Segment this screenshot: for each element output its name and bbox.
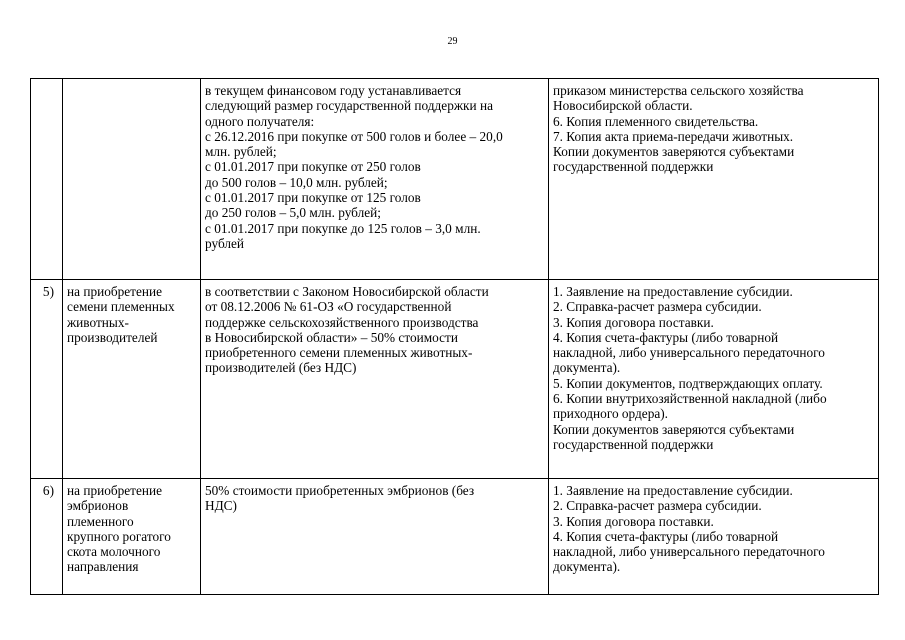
text-line: 2. Справка-расчет размера субсидии. [553,299,762,315]
text-line: крупного рогатого [67,528,171,544]
text-line: 1. Заявление на предоставление субсидии. [553,284,793,299]
text-line: на приобретение [67,284,163,299]
text-line: семени племенных [67,299,175,315]
text-line: одного получателя: [205,113,315,129]
text-line: производителей [67,329,158,345]
text-line: 4. Копия счета-фактуры (либо товарной [553,329,779,345]
text-line: государственной поддержки [553,159,714,175]
text-line: накладной, либо универсального передаточного [553,544,825,560]
row-documents-cell [549,280,879,479]
text-line: с 01.01.2017 при покупке от 250 голов [205,159,421,175]
text-line: скота молочного [67,544,161,560]
text-line: 4. Копия счета-фактуры (либо товарной [553,528,779,544]
text-line: 3. Копия договора поставки. [553,513,714,529]
text-line: 7. Копия акта приема-передачи животных. [553,128,794,144]
text-line: млн. рублей; [205,144,277,160]
text-line: поддержке сельскохозяйственного производства [205,314,479,330]
row-name-cell [63,479,201,595]
text-line: приходного ордера). [553,406,669,422]
text-line: 1. Заявление на предоставление субсидии. [553,483,793,498]
row-conditions-cell [201,280,549,479]
text-line: 2. Справка-расчет размера субсидии. [553,498,762,514]
row-conditions-cell [201,479,549,595]
text-line: НДС) [205,498,237,514]
text-line: документа). [553,559,621,575]
text-line: 50% стоимости приобретенных эмбрионов (без [205,483,475,498]
text-line: 3. Копия договора поставки. [553,314,714,330]
text-line: в Новосибирской области» – 50% стоимости [205,329,458,345]
page-number: 29 [447,36,458,47]
text-line: 6. Копия племенного свидетельства. [553,113,759,129]
text-line: до 250 голов – 5,0 млн. рублей; [205,205,381,221]
text-line: от 08.12.2006 № 61-ОЗ «О государственной [205,299,452,315]
table-row [31,280,879,479]
text-line: Новосибирской области. [553,98,693,114]
row-conditions-cell [201,79,549,280]
text-line: эмбрионов [67,498,129,514]
text-line: племенного [67,513,134,529]
text-line: в соответствии с Законом Новосибирской области [205,284,489,299]
text-line: с 01.01.2017 при покупке до 125 голов – 3,0 млн. [205,220,481,236]
text-line: направления [67,559,139,575]
text-line: Копии документов заверяются субъектами [553,144,795,160]
text-line: на приобретение [67,483,163,498]
text-line: с 01.01.2017 при покупке от 125 голов [205,190,421,206]
text-line: в текущем финансовом году устанавливается [205,83,462,98]
row-name-cell [63,280,201,479]
text-line: 6. Копии внутрихозяйственной накладной (либо [553,391,827,407]
text-line: производителей (без НДС) [205,360,357,376]
text-line: накладной, либо универсального передаточного [553,345,825,361]
text-line: документа). [553,360,621,376]
text-line: до 500 голов – 10,0 млн. рублей; [205,174,388,190]
row-name-cell [63,79,201,280]
text-line: рублей [205,235,245,251]
table-row [31,479,879,595]
text-line: Копии документов заверяются субъектами [553,421,795,437]
row-number-cell [31,79,63,280]
text-line: государственной поддержки [553,436,714,452]
text-line: приказом министерства сельского хозяйства [553,83,804,98]
table-row [31,79,879,280]
row-number-cell: 6) [31,479,63,595]
text-line: 5. Копии документов, подтверждающих оплату. [553,375,823,391]
text-line: животных- [67,314,129,330]
text-line: с 26.12.2016 при покупке от 500 голов и более – 20,0 [205,128,503,144]
subsidy-table [30,78,879,595]
row-documents-cell [549,79,879,280]
text-line: следующий размер государственной поддержки на [205,98,493,114]
text-line: приобретенного семени племенных животных- [205,345,473,361]
row-number-cell: 5) [31,280,63,479]
row-documents-cell [549,479,879,595]
